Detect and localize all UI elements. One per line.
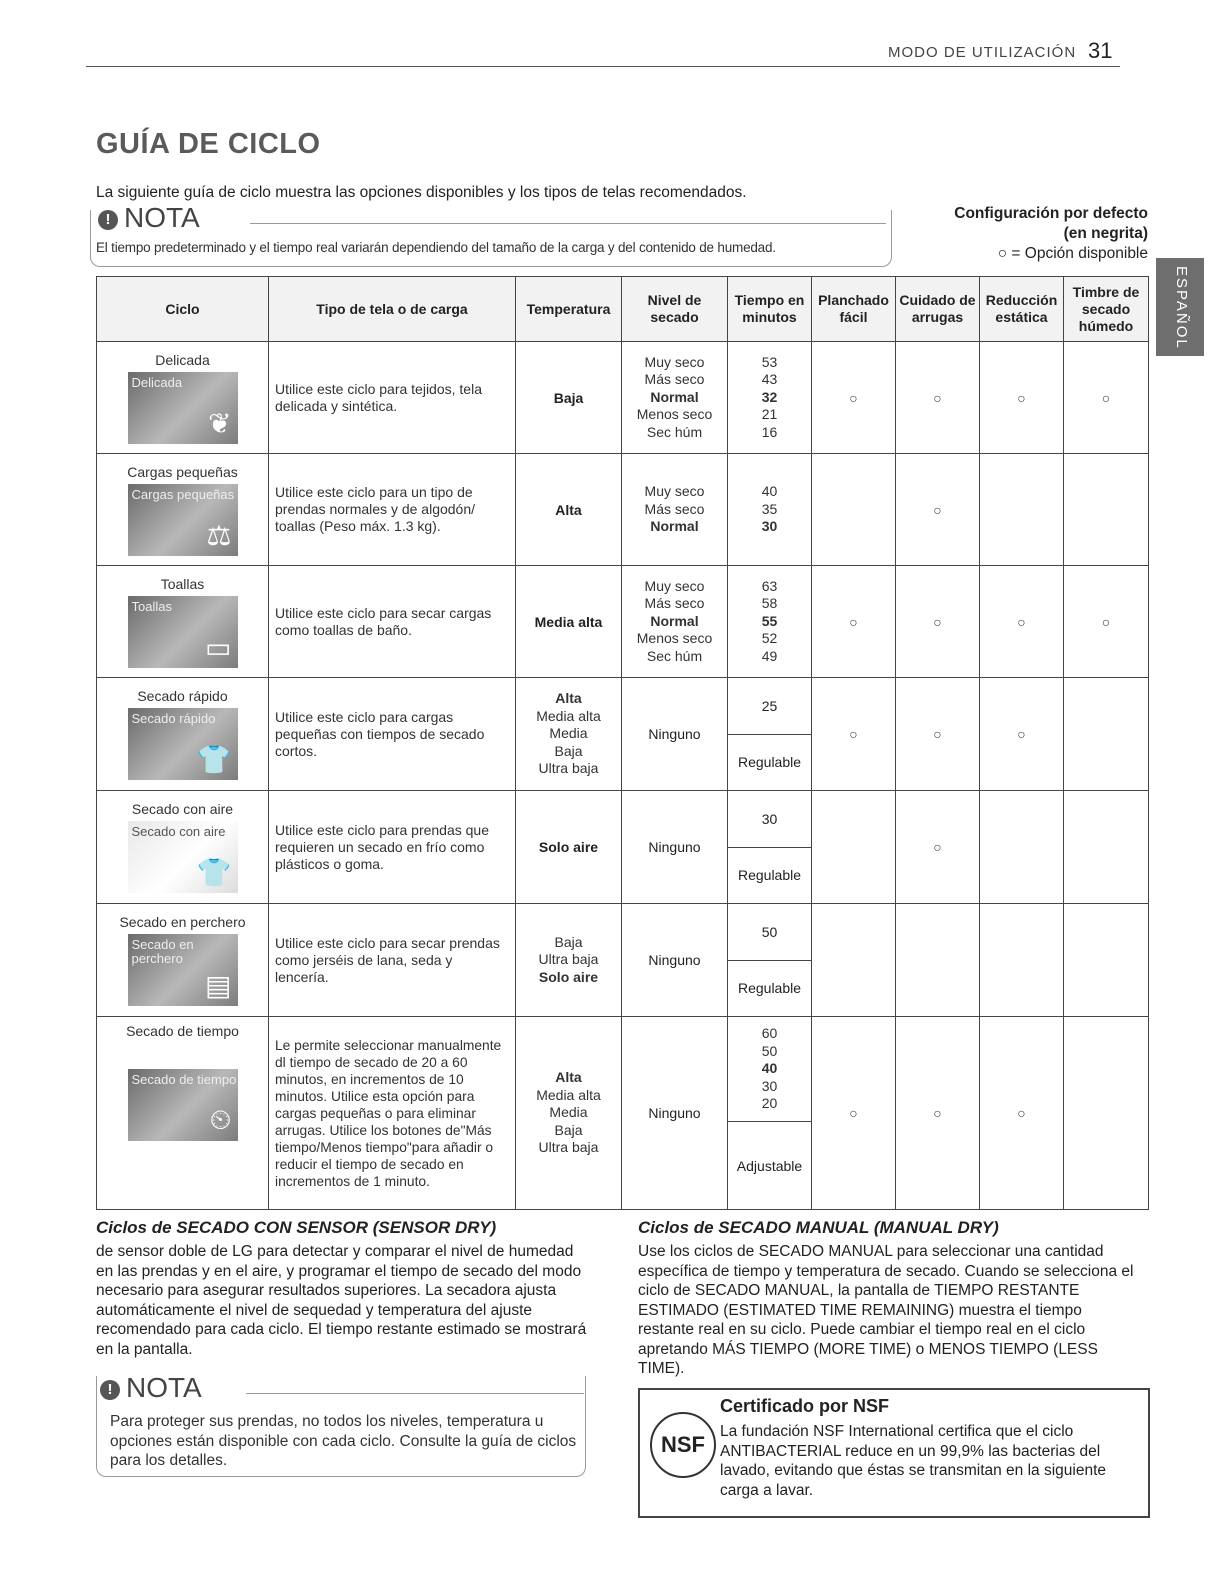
option-mark: ○ (980, 1017, 1064, 1210)
note-heading (98, 202, 208, 234)
table-row (97, 342, 1149, 454)
time-value: 16 (761, 423, 778, 440)
col-header: Reducción estática (980, 277, 1064, 342)
temperature: Alta (555, 1069, 582, 1086)
thumb-label: Secado con aire (131, 824, 226, 839)
col-header: Ciclo (97, 277, 269, 342)
option-mark (1064, 904, 1149, 1017)
option-mark: ○ (896, 342, 980, 454)
time-value: 55 (761, 612, 778, 629)
time-value: 60 (761, 1025, 778, 1042)
option-mark (812, 904, 896, 1017)
time-value: 30 (761, 1077, 778, 1094)
page-number: 31 (1088, 38, 1113, 63)
header-section: MODO DE UTILIZACIÓN (888, 44, 1077, 61)
time-value: 49 (761, 647, 778, 664)
thumb-label: Secado de tiempo (131, 1072, 237, 1087)
col-header: Planchado fácil (812, 277, 896, 342)
temperature: Media (549, 725, 588, 742)
option-mark: ○ (980, 566, 1064, 678)
dry-level: Más seco (644, 500, 705, 517)
language-tab (1156, 258, 1204, 356)
nsf-logo: NSF (650, 1412, 716, 1478)
dry-level: Más seco (644, 595, 705, 612)
note-heading (100, 1372, 218, 1404)
dry-level: Muy seco (644, 353, 705, 370)
shirt-icon: 👕 (196, 744, 232, 775)
col-header: Cuidado de arrugas (896, 277, 980, 342)
table-row (97, 904, 1149, 1017)
scale-icon: ⚖ (206, 519, 232, 551)
option-mark: ○ (980, 678, 1064, 791)
cycle-description: Utilice este ciclo para tejidos, tela delicada y sintética. (269, 342, 516, 454)
time-value: 50 (761, 1042, 778, 1059)
page-title: GUÍA DE CICLO (96, 128, 321, 160)
manual-body: Use los ciclos de SECADO MANUAL para seleccionar una cantidad específica de tiempo y temperatura de secado. Cuando se selecciona el ciclo de SECADO MANUAL, la pantalla de TIEMPO RESTANTE ESTIMADO (ESTIMATED TIME REMAINING) muestra el tiempo restante real en su ciclo. Puede cambiar el tiempo real en el ciclo apretando MÁS TIEMPO (MORE TIME) o MENOS TIEMPO (LESS TIME). (638, 1243, 1134, 1377)
time-value: Regulable (737, 867, 802, 884)
temperature: Media alta (536, 1086, 601, 1103)
dry-level: Menos seco (636, 630, 713, 647)
note-rule (250, 223, 886, 224)
sensor-body: de sensor doble de LG para detectar y comparar el nivel de humedad en las prendas y en el aire, y programar el tiempo de secado del modo necesario para asegurar resultados superiores. La secadora ajusta automáticamente el nivel de sequedad y temperatura del ajuste recomendado para cada ciclo. El tiempo restante estimado se mostrará en la pantalla. (96, 1243, 587, 1358)
shirt-icon: 👕 (196, 857, 232, 888)
cycle-thumbnail (128, 372, 238, 444)
option-mark (812, 791, 896, 904)
option-mark: ○ (896, 566, 980, 678)
defaults-title: Configuración por defecto (954, 205, 1148, 222)
time-value: 30 (728, 791, 811, 848)
defaults-legend-text: ○ = Opción disponible (997, 245, 1148, 262)
cycle-name: Cargas pequeñas (127, 463, 238, 480)
language-tab-label: ESPAÑOL (1173, 266, 1190, 350)
defaults-subtitle: (en negrita) (1063, 225, 1148, 242)
cycle-name: Secado con aire (131, 801, 234, 817)
thumb-label: Cargas pequeñas (131, 486, 235, 502)
cycle-description: Utilice este ciclo para secar prendas como jerséis de lana, seda y lencería. (269, 904, 516, 1017)
temperature: Ultra baja (538, 951, 599, 968)
cycle-thumbnail (128, 821, 238, 893)
time-value: 43 (761, 371, 778, 388)
clock-icon: ⏲ (209, 1104, 232, 1135)
option-mark: ○ (812, 678, 896, 791)
time-value: Regulable (737, 754, 802, 771)
cycle-thumbnail (128, 934, 238, 1006)
cycle-name: Toallas (160, 575, 205, 592)
time-value: 40 (761, 483, 778, 500)
time-value: 53 (761, 353, 778, 370)
nsf-text: La fundación NSF International certifica que el ciclo ANTIBACTERIAL reduce en un 99,9% las bacterias del lavado, evitando que éstas se transmitan en la siguiente carga a lavar. (720, 1423, 1107, 1499)
option-mark: ○ (1064, 342, 1149, 454)
time-value: 25 (728, 678, 811, 735)
temperature: Baja (553, 389, 584, 406)
time-value: 21 (761, 406, 778, 423)
col-header: Temperatura (516, 277, 622, 342)
table-row (97, 566, 1149, 678)
table-row (97, 454, 1149, 566)
cycle-description: Utilice este ciclo para cargas pequeñas con tiempos de secado cortos. (269, 678, 516, 791)
option-mark (1064, 678, 1149, 791)
option-mark (1064, 454, 1149, 566)
dry-level: Ninguno (622, 678, 728, 791)
table-row (97, 678, 1149, 791)
cycle-description: Utilice este ciclo para un tipo de prendas normales y de algodón/ toallas (Peso máx. 1.3 kg). (269, 454, 516, 566)
cycle-thumbnail (128, 596, 238, 668)
defaults-legend (954, 204, 1148, 264)
option-mark: ○ (896, 678, 980, 791)
manual-title: Ciclos de SECADO MANUAL (MANUAL DRY) (638, 1218, 999, 1237)
dry-level: Menos seco (636, 406, 713, 423)
temperature: Baja (554, 933, 583, 950)
col-header: Tiempo en minutos (728, 277, 812, 342)
note-box (90, 210, 892, 267)
temperature: Media alta (534, 613, 603, 630)
dry-level: Muy seco (644, 577, 705, 594)
cycle-name: Secado de tiempo (126, 1023, 239, 1039)
cycle-description: Utilice este ciclo para secar cargas como toallas de baño. (269, 566, 516, 678)
temperature: Ultra baja (538, 760, 599, 777)
cycle-thumbnail (128, 1069, 238, 1141)
cycle-table (96, 276, 1149, 1210)
dry-level: Normal (650, 612, 699, 629)
temperature: Baja (554, 742, 583, 759)
option-mark (1064, 791, 1149, 904)
sensor-title: Ciclos de SECADO CON SENSOR (SENSOR DRY) (96, 1218, 497, 1237)
towel-icon: ▭ (205, 631, 232, 663)
thumb-label: Toallas (131, 598, 172, 614)
time-value: 30 (761, 518, 778, 535)
nsf-title: Certificado por NSF (720, 1396, 890, 1416)
time-value: 63 (761, 577, 778, 594)
time-value: Adjustable (736, 1157, 803, 1174)
option-mark (1064, 1017, 1149, 1210)
temperature: Solo aire (538, 839, 599, 855)
dry-level: Normal (650, 518, 699, 535)
option-mark: ○ (896, 454, 980, 566)
cycle-name: Delicada (155, 351, 210, 368)
dry-level: Más seco (644, 371, 705, 388)
dry-level: Ninguno (622, 904, 728, 1017)
temperature: Ultra baja (538, 1139, 599, 1156)
cycle-thumbnail (128, 484, 238, 556)
option-mark (896, 904, 980, 1017)
dry-level: Ninguno (622, 1017, 728, 1210)
option-mark: ○ (896, 1017, 980, 1210)
temperature: Alta (555, 690, 582, 707)
table-row (97, 791, 1149, 904)
option-mark: ○ (812, 342, 896, 454)
cycle-description: Utilice este ciclo para prendas que requieren un secado en frío como plásticos o goma. (269, 791, 516, 904)
note-text: Para proteger sus prendas, no todos los niveles, temperatura u opciones están disponible con cada ciclo. Consulte la guía de ciclos para los detalles. (110, 1413, 577, 1469)
option-mark (812, 454, 896, 566)
dry-level: Normal (650, 388, 699, 405)
cycle-description: Le permite seleccionar manualmente dl tiempo de secado de 20 a 60 minutos, en incrementos de 10 minutos. Utilice esta opción para cargas pequeñas o para eliminar arrugas. Utilice los botones de"Más tiempo/Menos tiempo"para añadir o reducir el tiempo de secado en incrementos de 1 minuto. (269, 1017, 516, 1210)
thumb-label: Secado en perchero (131, 937, 194, 966)
table-row (97, 1017, 1149, 1210)
cycle-thumbnail (128, 708, 238, 780)
option-mark: ○ (980, 342, 1064, 454)
info-icon: ! (98, 210, 118, 230)
option-mark: ○ (1064, 566, 1149, 678)
option-mark (980, 791, 1064, 904)
cycle-name: Secado en perchero (119, 914, 246, 930)
dry-level: Ninguno (622, 791, 728, 904)
thumb-label: Secado rápido (131, 711, 216, 726)
time-value: 35 (761, 500, 778, 517)
rack-icon: ▤ (205, 970, 232, 1001)
time-value: 40 (761, 1060, 778, 1077)
cycle-name: Secado rápido (137, 688, 228, 704)
temperature: Media alta (536, 707, 601, 724)
note-label: NOTA (126, 1372, 202, 1403)
temperature: Baja (554, 1121, 583, 1138)
temperature: Alta (555, 501, 582, 518)
note-label: NOTA (124, 202, 200, 233)
time-value: 32 (761, 388, 778, 405)
temperature: Media (549, 1104, 588, 1121)
temperature: Solo aire (538, 968, 599, 985)
option-mark: ○ (812, 1017, 896, 1210)
header-rule (86, 66, 1120, 67)
time-value: 20 (761, 1095, 778, 1112)
time-value: 50 (728, 904, 811, 961)
col-header: Nivel de secado (622, 277, 728, 342)
dry-level: Sec húm (646, 423, 703, 440)
option-mark: ○ (812, 566, 896, 678)
time-value: Regulable (737, 980, 802, 997)
note-text: El tiempo predeterminado y el tiempo real variarán dependiendo del tamaño de la carga y del contenido de humedad. (96, 240, 776, 255)
intro-text: La siguiente guía de ciclo muestra las opciones disponibles y los tipos de telas recomendados. (96, 184, 747, 201)
col-header: Tipo de tela o de carga (269, 277, 516, 342)
time-value: 58 (761, 595, 778, 612)
option-mark (980, 454, 1064, 566)
note-rule (246, 1393, 584, 1394)
dry-level: Sec húm (646, 647, 703, 664)
table-header-row (97, 277, 1149, 342)
time-value: 52 (761, 630, 778, 647)
option-mark (980, 904, 1064, 1017)
option-mark: ○ (896, 791, 980, 904)
feather-icon: ❦ (208, 407, 232, 439)
col-header: Timbre de secado húmedo (1064, 277, 1149, 342)
thumb-label: Delicada (131, 374, 183, 390)
dry-level: Muy seco (644, 483, 705, 500)
info-icon: ! (100, 1380, 120, 1400)
nsf-certification-box (638, 1388, 1150, 1518)
